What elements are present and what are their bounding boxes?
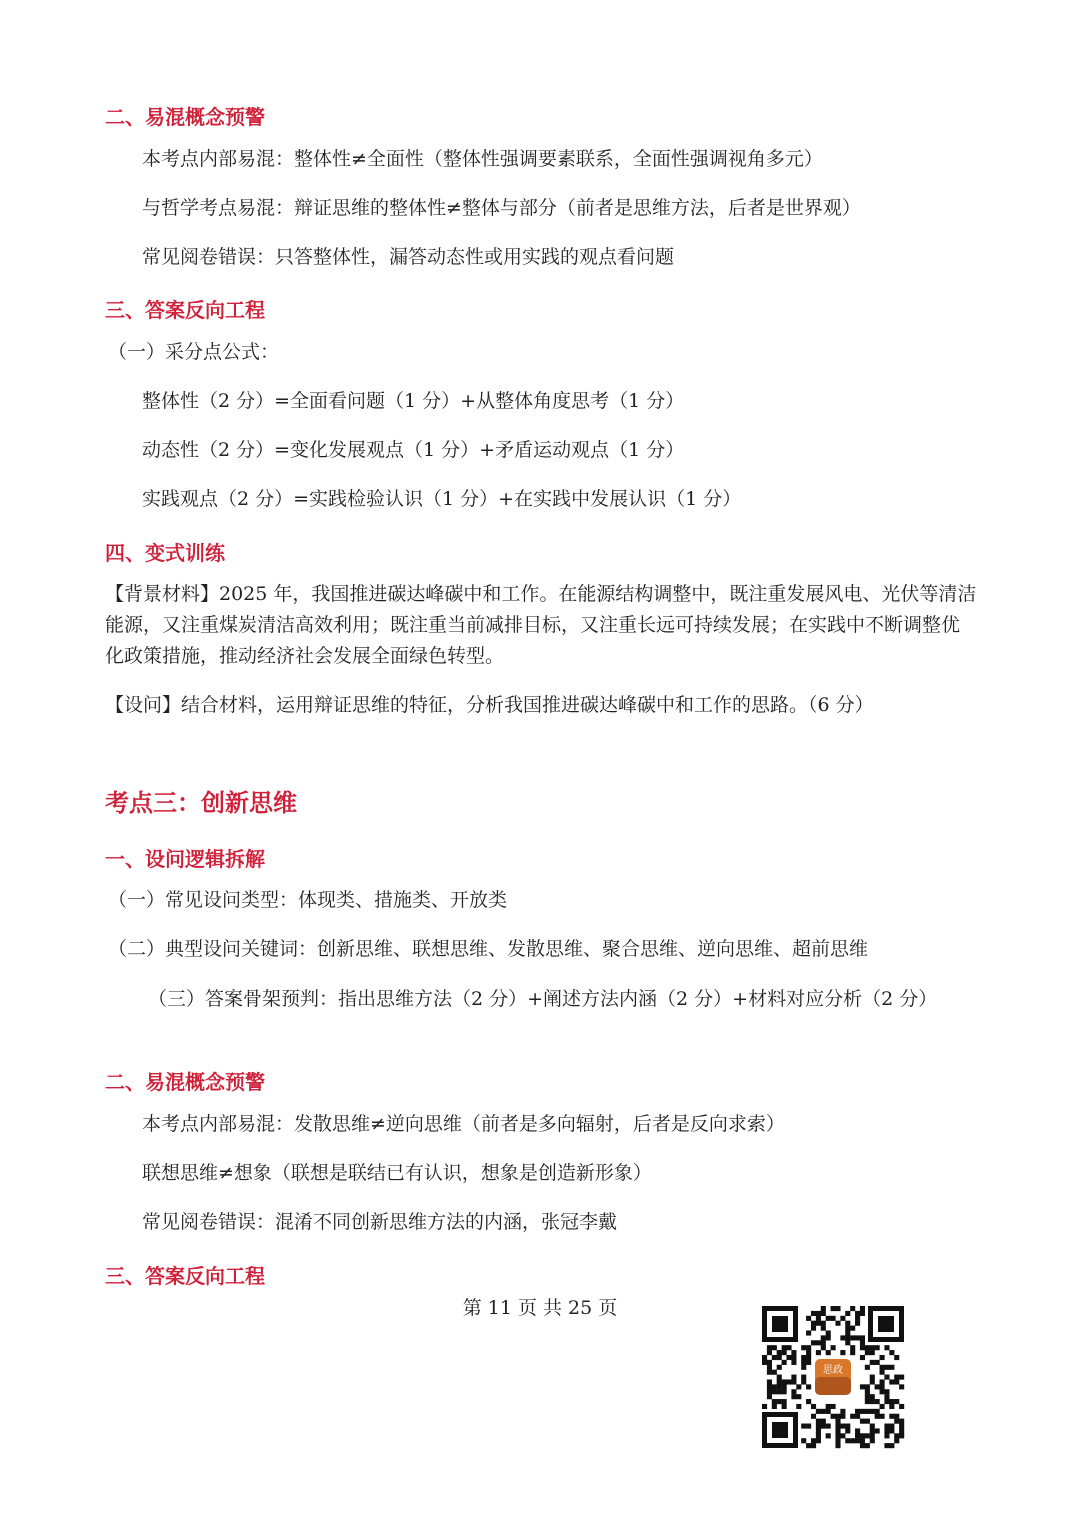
qr-module (816, 1311, 821, 1316)
qr-module (845, 1438, 850, 1443)
paragraph-keywords: （二）典型设问关键词：创新思维、联想思维、发散思维、聚合思维、逆向思维、超前思维 (108, 938, 869, 960)
paragraph-philosophy-confusion: 与哲学考点易混：辩证思维的整体性≠整体与部分（前者是思维方法，后者是世界观） (142, 197, 861, 219)
qr-module (816, 1340, 821, 1345)
qr-module (884, 1424, 889, 1429)
qr-module (811, 1340, 816, 1345)
qr-module (840, 1433, 845, 1438)
qr-module (845, 1424, 850, 1429)
qr-module (777, 1399, 782, 1404)
qr-module (811, 1438, 816, 1443)
qr-module (889, 1414, 894, 1419)
qr-module (860, 1443, 865, 1448)
qr-module (782, 1345, 787, 1350)
qr-module (801, 1375, 806, 1380)
qr-module (899, 1419, 904, 1424)
qr-module (835, 1443, 840, 1448)
qr-finder-top-right (868, 1306, 904, 1342)
qr-module (811, 1326, 816, 1331)
qr-module (816, 1428, 821, 1433)
qr-module (796, 1394, 801, 1399)
qr-module (855, 1335, 860, 1340)
qr-module (845, 1340, 850, 1345)
qr-module (762, 1360, 767, 1365)
qr-module (875, 1414, 880, 1419)
qr-module (816, 1409, 821, 1414)
qr-module (806, 1350, 811, 1355)
qr-module (860, 1340, 865, 1345)
qr-module (772, 1389, 777, 1394)
qr-module (801, 1345, 806, 1350)
qr-module (870, 1438, 875, 1443)
qr-module (767, 1345, 772, 1350)
section-heading-variant-training: 四、变式训练 (105, 541, 225, 565)
qr-module (840, 1335, 845, 1340)
qr-module (806, 1399, 811, 1404)
qr-center-logo (812, 1356, 854, 1398)
qr-module (791, 1355, 796, 1360)
qr-module (860, 1419, 865, 1424)
qr-module (899, 1375, 904, 1380)
qr-module (850, 1306, 855, 1311)
qr-module (880, 1414, 885, 1419)
qr-module (835, 1306, 840, 1311)
paragraph-association-vs-imagination: 联想思维≠想象（联想是联结已有认识，想象是创造新形象） (142, 1162, 652, 1184)
paragraph-question-types: （一）常见设问类型：体现类、措施类、开放类 (108, 889, 508, 911)
qr-module (767, 1379, 772, 1384)
qr-module (860, 1345, 865, 1350)
qr-module (777, 1384, 782, 1389)
qr-module (782, 1384, 787, 1389)
paragraph-question: 【设问】结合材料，运用辩证思维的特征，分析我国推进碳达峰碳中和工作的思路。（6 分） (105, 694, 874, 716)
qr-module (865, 1419, 870, 1424)
paragraph-divergent-vs-reverse: 本考点内部易混：发散思维≠逆向思维（前者是多向辐射，后者是反向求索） (142, 1113, 785, 1135)
qr-module (821, 1335, 826, 1340)
qr-module (870, 1399, 875, 1404)
qr-module (860, 1306, 865, 1311)
qr-module (772, 1404, 777, 1409)
qr-module (821, 1340, 826, 1345)
qr-module (894, 1375, 899, 1380)
qr-module (880, 1355, 885, 1360)
qr-module (889, 1443, 894, 1448)
qr-module (889, 1404, 894, 1409)
qr-module (850, 1414, 855, 1419)
qr-module (865, 1384, 870, 1389)
paragraph-scoring-formula: （一）采分点公式： (108, 341, 280, 363)
qr-module (835, 1428, 840, 1433)
qr-logo-text: 思政 (823, 1365, 843, 1376)
qr-module (782, 1389, 787, 1394)
qr-module (777, 1365, 782, 1370)
qr-module (782, 1350, 787, 1355)
qr-module (860, 1355, 865, 1360)
qr-module (855, 1321, 860, 1326)
qr-module (791, 1350, 796, 1355)
qr-module (855, 1311, 860, 1316)
qr-module (870, 1360, 875, 1365)
section-heading-answer-engineering-2: 三、答案反向工程 (105, 1264, 265, 1288)
qr-module (821, 1424, 826, 1429)
qr-module (860, 1384, 865, 1389)
qr-module (826, 1433, 831, 1438)
qr-module (865, 1409, 870, 1414)
qr-module (899, 1404, 904, 1409)
qr-module (816, 1316, 821, 1321)
qr-module (884, 1394, 889, 1399)
qr-module (875, 1384, 880, 1389)
qr-module (831, 1316, 836, 1321)
qr-module (870, 1350, 875, 1355)
qr-module (870, 1379, 875, 1384)
qr-module (835, 1424, 840, 1429)
qr-module (811, 1404, 816, 1409)
qr-module (845, 1326, 850, 1331)
qr-module (772, 1355, 777, 1360)
qr-module (791, 1389, 796, 1394)
paragraph-dynamic-score: 动态性（2 分）=变化发展观点（1 分）+矛盾运动观点（1 分） (142, 439, 685, 461)
qr-module (835, 1438, 840, 1443)
qr-finder-top-left (762, 1306, 798, 1342)
qr-module (821, 1321, 826, 1326)
qr-module (831, 1404, 836, 1409)
qr-module (875, 1399, 880, 1404)
section-heading-answer-engineering: 三、答案反向工程 (105, 298, 265, 322)
qr-module (899, 1428, 904, 1433)
qr-module (860, 1409, 865, 1414)
qr-module (826, 1424, 831, 1429)
qr-module (884, 1389, 889, 1394)
qr-module (816, 1424, 821, 1429)
qr-module (821, 1326, 826, 1331)
qr-module (889, 1350, 894, 1355)
qr-module (801, 1360, 806, 1365)
qr-module (826, 1409, 831, 1414)
qr-module (894, 1433, 899, 1438)
qr-module (850, 1438, 855, 1443)
qr-module (870, 1394, 875, 1399)
qr-module (801, 1355, 806, 1360)
qr-module (806, 1316, 811, 1321)
qr-module (870, 1424, 875, 1429)
qr-module (772, 1384, 777, 1389)
qr-module (850, 1326, 855, 1331)
qr-module (880, 1389, 885, 1394)
qr-module (772, 1370, 777, 1375)
qr-module (880, 1365, 885, 1370)
qr-module (894, 1438, 899, 1443)
qr-module (826, 1404, 831, 1409)
qr-module (811, 1311, 816, 1316)
qr-module (870, 1409, 875, 1414)
qr-module (880, 1370, 885, 1375)
qr-module (855, 1438, 860, 1443)
qr-module (880, 1379, 885, 1384)
qr-module (806, 1330, 811, 1335)
paragraph-practice-score: 实践观点（2 分）=实践检验认识（1 分）+在实践中发展认识（1 分） (142, 488, 742, 510)
qr-module (816, 1321, 821, 1326)
qr-module (875, 1360, 880, 1365)
qr-module (835, 1433, 840, 1438)
qr-module (889, 1379, 894, 1384)
qr-module (880, 1404, 885, 1409)
qr-module (826, 1335, 831, 1340)
paragraph-common-error-2: 常见阅卷错误：混淆不同创新思维方法的内涵，张冠李戴 (142, 1211, 618, 1233)
qr-module (786, 1345, 791, 1350)
qr-module (796, 1404, 801, 1409)
qr-module (777, 1389, 782, 1394)
qr-module (806, 1384, 811, 1389)
qr-module (865, 1389, 870, 1394)
qr-module (865, 1433, 870, 1438)
qr-module (860, 1438, 865, 1443)
qr-module (821, 1306, 826, 1311)
qr-module (831, 1306, 836, 1311)
qr-module (806, 1355, 811, 1360)
qr-module (840, 1414, 845, 1419)
qr-module (816, 1433, 821, 1438)
qr-module (855, 1428, 860, 1433)
qr-module (767, 1365, 772, 1370)
qr-module (870, 1375, 875, 1380)
qr-module (821, 1419, 826, 1424)
qr-module (816, 1419, 821, 1424)
qr-module (821, 1345, 826, 1350)
qr-module (806, 1424, 811, 1429)
qr-module (777, 1350, 782, 1355)
paragraph-internal-confusion: 本考点内部易混：整体性≠全面性（整体性强调要素联系，全面性强调视角多元） (142, 148, 823, 170)
qr-code-image (760, 1304, 906, 1450)
qr-module (855, 1316, 860, 1321)
qr-module (826, 1316, 831, 1321)
qr-module (875, 1409, 880, 1414)
qr-module (884, 1345, 889, 1350)
qr-module (850, 1335, 855, 1340)
qr-module (884, 1443, 889, 1448)
qr-module (767, 1360, 772, 1365)
qr-module (894, 1414, 899, 1419)
page-number-footer: 第 11 页 共 25 页 (462, 1297, 618, 1319)
qr-module (796, 1384, 801, 1389)
qr-module (894, 1355, 899, 1360)
qr-module (831, 1345, 836, 1350)
section-heading-question-logic: 一、设问逻辑拆解 (105, 847, 265, 871)
qr-module (870, 1433, 875, 1438)
qr-module (767, 1389, 772, 1394)
qr-module (860, 1433, 865, 1438)
paragraph-background-material: 【背景材料】2025 年，我国推进碳达峰碳中和工作。在能源结构调整中，既注重发展风电、光伏等清洁能源，又注重煤炭清洁高效利用；既注重当前减排目标，又注重长远可持续发展；在实践中不断调整优化政策措施，推动经济社会发展全面绿色转型。 (105, 583, 977, 667)
qr-module (777, 1355, 782, 1360)
qr-module (840, 1424, 845, 1429)
qr-module (821, 1311, 826, 1316)
qr-module (899, 1424, 904, 1429)
qr-module (777, 1379, 782, 1384)
qr-module (889, 1424, 894, 1429)
qr-module (889, 1399, 894, 1404)
qr-module (850, 1345, 855, 1350)
qr-module (782, 1379, 787, 1384)
qr-module (786, 1355, 791, 1360)
qr-module (801, 1424, 806, 1429)
section-heading-confusion: 二、易混概念预警 (105, 105, 265, 129)
qr-module (826, 1330, 831, 1335)
qr-module (860, 1335, 865, 1340)
qr-module (899, 1433, 904, 1438)
qr-module (786, 1379, 791, 1384)
qr-module (840, 1409, 845, 1414)
qr-module (811, 1321, 816, 1326)
qr-module (884, 1433, 889, 1438)
qr-module (865, 1399, 870, 1404)
qr-module (840, 1350, 845, 1355)
qr-module (831, 1414, 836, 1419)
qr-module (767, 1394, 772, 1399)
qr-module (811, 1443, 816, 1448)
qr-module (782, 1404, 787, 1409)
qr-module (865, 1443, 870, 1448)
qr-module (875, 1428, 880, 1433)
qr-module (865, 1365, 870, 1370)
qr-module (762, 1355, 767, 1360)
qr-module (811, 1414, 816, 1419)
qr-module (865, 1350, 870, 1355)
qr-module (782, 1399, 787, 1404)
qr-module (850, 1350, 855, 1355)
qr-module (870, 1345, 875, 1350)
qr-module (767, 1350, 772, 1355)
qr-module (806, 1443, 811, 1448)
qr-module (865, 1394, 870, 1399)
qr-module (801, 1365, 806, 1370)
qr-finder-bottom-left (762, 1412, 798, 1448)
qr-module (845, 1311, 850, 1316)
qr-module (772, 1399, 777, 1404)
qr-module (855, 1433, 860, 1438)
qr-module (845, 1428, 850, 1433)
qr-module (894, 1379, 899, 1384)
qr-module (826, 1350, 831, 1355)
qr-module (894, 1399, 899, 1404)
qr-module (884, 1428, 889, 1433)
qr-module (835, 1414, 840, 1419)
qr-module (801, 1379, 806, 1384)
qr-module (762, 1404, 767, 1409)
qr-module (791, 1379, 796, 1384)
paragraph-common-error: 常见阅卷错误：只答整体性，漏答动态性或用实践的观点看问题 (142, 246, 675, 268)
qr-module (840, 1316, 845, 1321)
paragraph-integrity-score: 整体性（2 分）=全面看问题（1 分）+从整体角度思考（1 分） (142, 390, 685, 412)
qr-module (884, 1365, 889, 1370)
qr-module (865, 1345, 870, 1350)
qr-module (889, 1428, 894, 1433)
qr-module (845, 1321, 850, 1326)
qr-module (791, 1394, 796, 1399)
qr-module (777, 1375, 782, 1380)
qr-module (845, 1330, 850, 1335)
qr-module (767, 1370, 772, 1375)
qr-module (889, 1365, 894, 1370)
qr-module (767, 1384, 772, 1389)
section-heading-confusion-2: 二、易混概念预警 (105, 1070, 265, 1094)
qr-module (845, 1335, 850, 1340)
qr-module (860, 1311, 865, 1316)
topic-heading-creative-thinking: 考点三：创新思维 (105, 789, 297, 817)
qr-module (806, 1345, 811, 1350)
qr-module (870, 1428, 875, 1433)
qr-module (806, 1360, 811, 1365)
qr-module (791, 1360, 796, 1365)
qr-module (816, 1350, 821, 1355)
qr-module (821, 1409, 826, 1414)
qr-module (791, 1375, 796, 1380)
qr-module (801, 1438, 806, 1443)
qr-module (772, 1345, 777, 1350)
qr-module (884, 1399, 889, 1404)
qr-module (835, 1321, 840, 1326)
qr-module (894, 1419, 899, 1424)
qr-module (884, 1375, 889, 1380)
paragraph-answer-skeleton: （三）答案骨架预判：指出思维方法（2 分）+阐述方法内涵（2 分）+材料对应分析（2 分） (148, 988, 938, 1010)
qr-module (855, 1414, 860, 1419)
qr-module (899, 1384, 904, 1389)
qr-module (835, 1419, 840, 1424)
qr-module (816, 1438, 821, 1443)
qr-module (880, 1384, 885, 1389)
qr-module (782, 1360, 787, 1365)
qr-module (855, 1409, 860, 1414)
qr-module (875, 1345, 880, 1350)
